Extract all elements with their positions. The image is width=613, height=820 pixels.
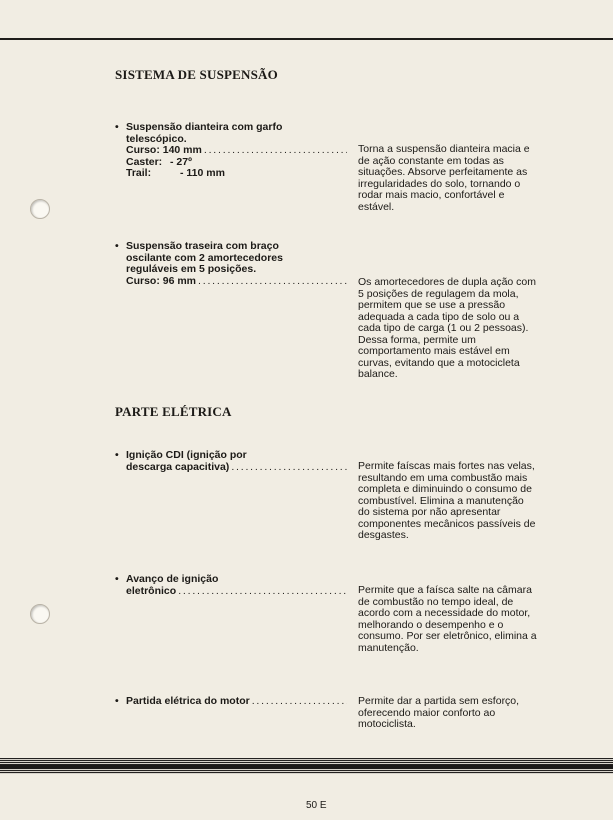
caster-label: Caster: bbox=[126, 155, 163, 168]
front-suspension-description: Torna a suspensão dianteira macia e de ação constante em todas as situações. Absorve perfeitamente as irregularidades do solo, tornando o rodar mais macio, confortável e estável. bbox=[358, 143, 530, 213]
starter-title: Partida elétrica do motor bbox=[126, 695, 250, 707]
front-suspension-spec bbox=[115, 122, 347, 180]
leader-dots bbox=[178, 586, 347, 598]
advance-description: Permite que a faísca salte na câmara de combustão no tempo ideal, de acordo com a necessidade do motor, melhorando o desempenho e o consumo. Por ser eletrônico, elimina a manutenção. bbox=[358, 584, 537, 654]
advance-spec bbox=[115, 574, 347, 597]
binder-hole-top bbox=[30, 199, 50, 219]
binder-hole-bottom bbox=[30, 604, 50, 624]
cdi-title-1: Ignição CDI (ignição por bbox=[126, 449, 247, 461]
rear-curso-row bbox=[115, 276, 347, 288]
cdi-description: Permite faíscas mais fortes nas velas, resultando em uma combustão mais completa e diminuindo o consumo de combustível. Elimina a manutenção do sistema por não apresentar componentes mecânicos passíveis de desgastes. bbox=[358, 460, 536, 541]
trail-value: - 110 mm bbox=[180, 167, 225, 179]
front-trail-row bbox=[115, 168, 347, 180]
starter-title-row bbox=[115, 696, 347, 708]
rear-suspension-spec bbox=[115, 241, 347, 287]
top-rule bbox=[0, 38, 613, 40]
front-title-1: Suspensão dianteira com garfo bbox=[126, 121, 283, 133]
bullet-icon: • bbox=[115, 695, 119, 707]
rear-curso: Curso: 96 mm bbox=[126, 274, 197, 287]
rear-suspension-description: Os amortecedores de dupla ação com 5 posições de regulagem da mola, permitem que se use a pressão adequada a cada tipo de solo ou a cada tipo de carga (1 ou 2 pessoas). Dessa forma, permite um comportamento mais estável em curvas, evitando que a motocicleta balance. bbox=[358, 276, 537, 380]
leader-dots bbox=[198, 276, 347, 288]
caster-value: - 27º bbox=[170, 155, 192, 168]
bottom-rule-band bbox=[0, 758, 613, 774]
front-curso-row bbox=[115, 145, 347, 157]
front-curso: Curso: 140 mm bbox=[126, 144, 202, 156]
rear-title-3: reguláveis em 5 posições. bbox=[126, 263, 257, 275]
advance-title-row bbox=[115, 586, 347, 598]
bullet-icon: • bbox=[115, 449, 119, 461]
leader-dots bbox=[252, 696, 347, 708]
starter-description: Permite dar a partida sem esforço, oferecendo maior conforto ao motociclista. bbox=[358, 695, 520, 730]
bullet-icon: • bbox=[115, 240, 119, 252]
advance-title-2: eletrônico bbox=[126, 584, 177, 597]
page-number: 50 E bbox=[306, 800, 327, 811]
bullet-icon: • bbox=[115, 121, 119, 133]
leader-dots bbox=[204, 145, 347, 157]
electrical-heading: PARTE ELÉTRICA bbox=[115, 404, 232, 419]
cdi-spec bbox=[115, 450, 347, 473]
bullet-icon: • bbox=[115, 573, 119, 585]
trail-label: Trail: bbox=[126, 167, 152, 179]
suspension-heading: SISTEMA DE SUSPENSÃO bbox=[115, 67, 278, 82]
rear-title-2: oscilante com 2 amortecedores bbox=[126, 251, 283, 264]
front-title-2: telescópico. bbox=[126, 132, 187, 145]
cdi-title-row bbox=[115, 462, 347, 474]
cdi-title-2: descarga capacitiva) bbox=[126, 460, 230, 473]
advance-title-1: Avanço de ignição bbox=[126, 573, 219, 585]
leader-dots bbox=[231, 462, 347, 474]
rear-title-1: Suspensão traseira com braço bbox=[126, 240, 279, 252]
starter-spec bbox=[115, 696, 347, 708]
